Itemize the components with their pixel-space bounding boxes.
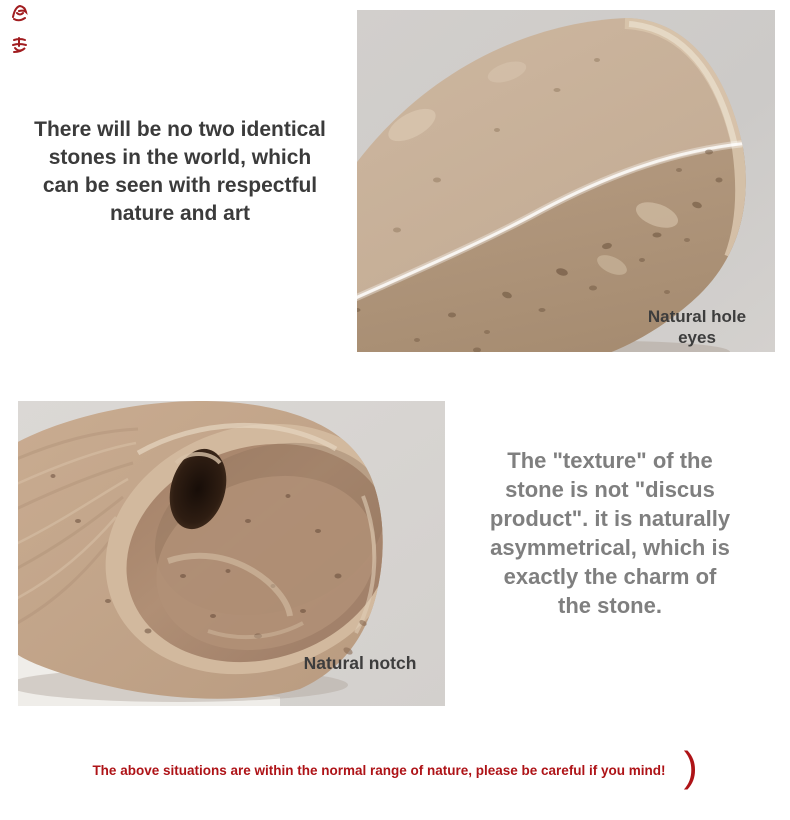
red-watermark-mark xyxy=(11,4,28,23)
caption-line: eyes xyxy=(678,328,716,347)
texture-line: the stone. xyxy=(558,593,662,618)
photo-caption-hole-eyes xyxy=(622,306,772,348)
intro-line: There will be no two identical xyxy=(34,118,326,141)
caption-line: Natural hole xyxy=(647,307,747,326)
red-watermark-mark xyxy=(11,36,28,55)
texture-line: exactly the charm of xyxy=(503,564,717,589)
intro-line: stones in the world, which xyxy=(48,146,312,169)
texture-line: stone is not "discus xyxy=(505,477,715,502)
photo-caption-natural-notch: Natural notch xyxy=(303,653,417,673)
texture-line: product". it is naturally xyxy=(489,506,731,531)
notice-text: The above situations are within the normal range of nature, please be careful if you mind! xyxy=(92,762,666,778)
stone-bowl-photo xyxy=(357,10,775,352)
closing-paren-decoration: ) xyxy=(683,743,698,790)
texture-paragraph xyxy=(450,446,770,620)
texture-line: asymmetrical, which is xyxy=(490,535,730,560)
stone-bowl-illustration xyxy=(357,10,775,352)
nature-range-notice xyxy=(0,743,790,794)
texture-line: The "texture" of the xyxy=(507,448,713,473)
intro-paragraph xyxy=(15,116,345,228)
stone-cylinder-photo xyxy=(18,401,445,706)
intro-line: can be seen with respectful xyxy=(42,174,318,197)
intro-line: nature and art xyxy=(109,202,251,225)
